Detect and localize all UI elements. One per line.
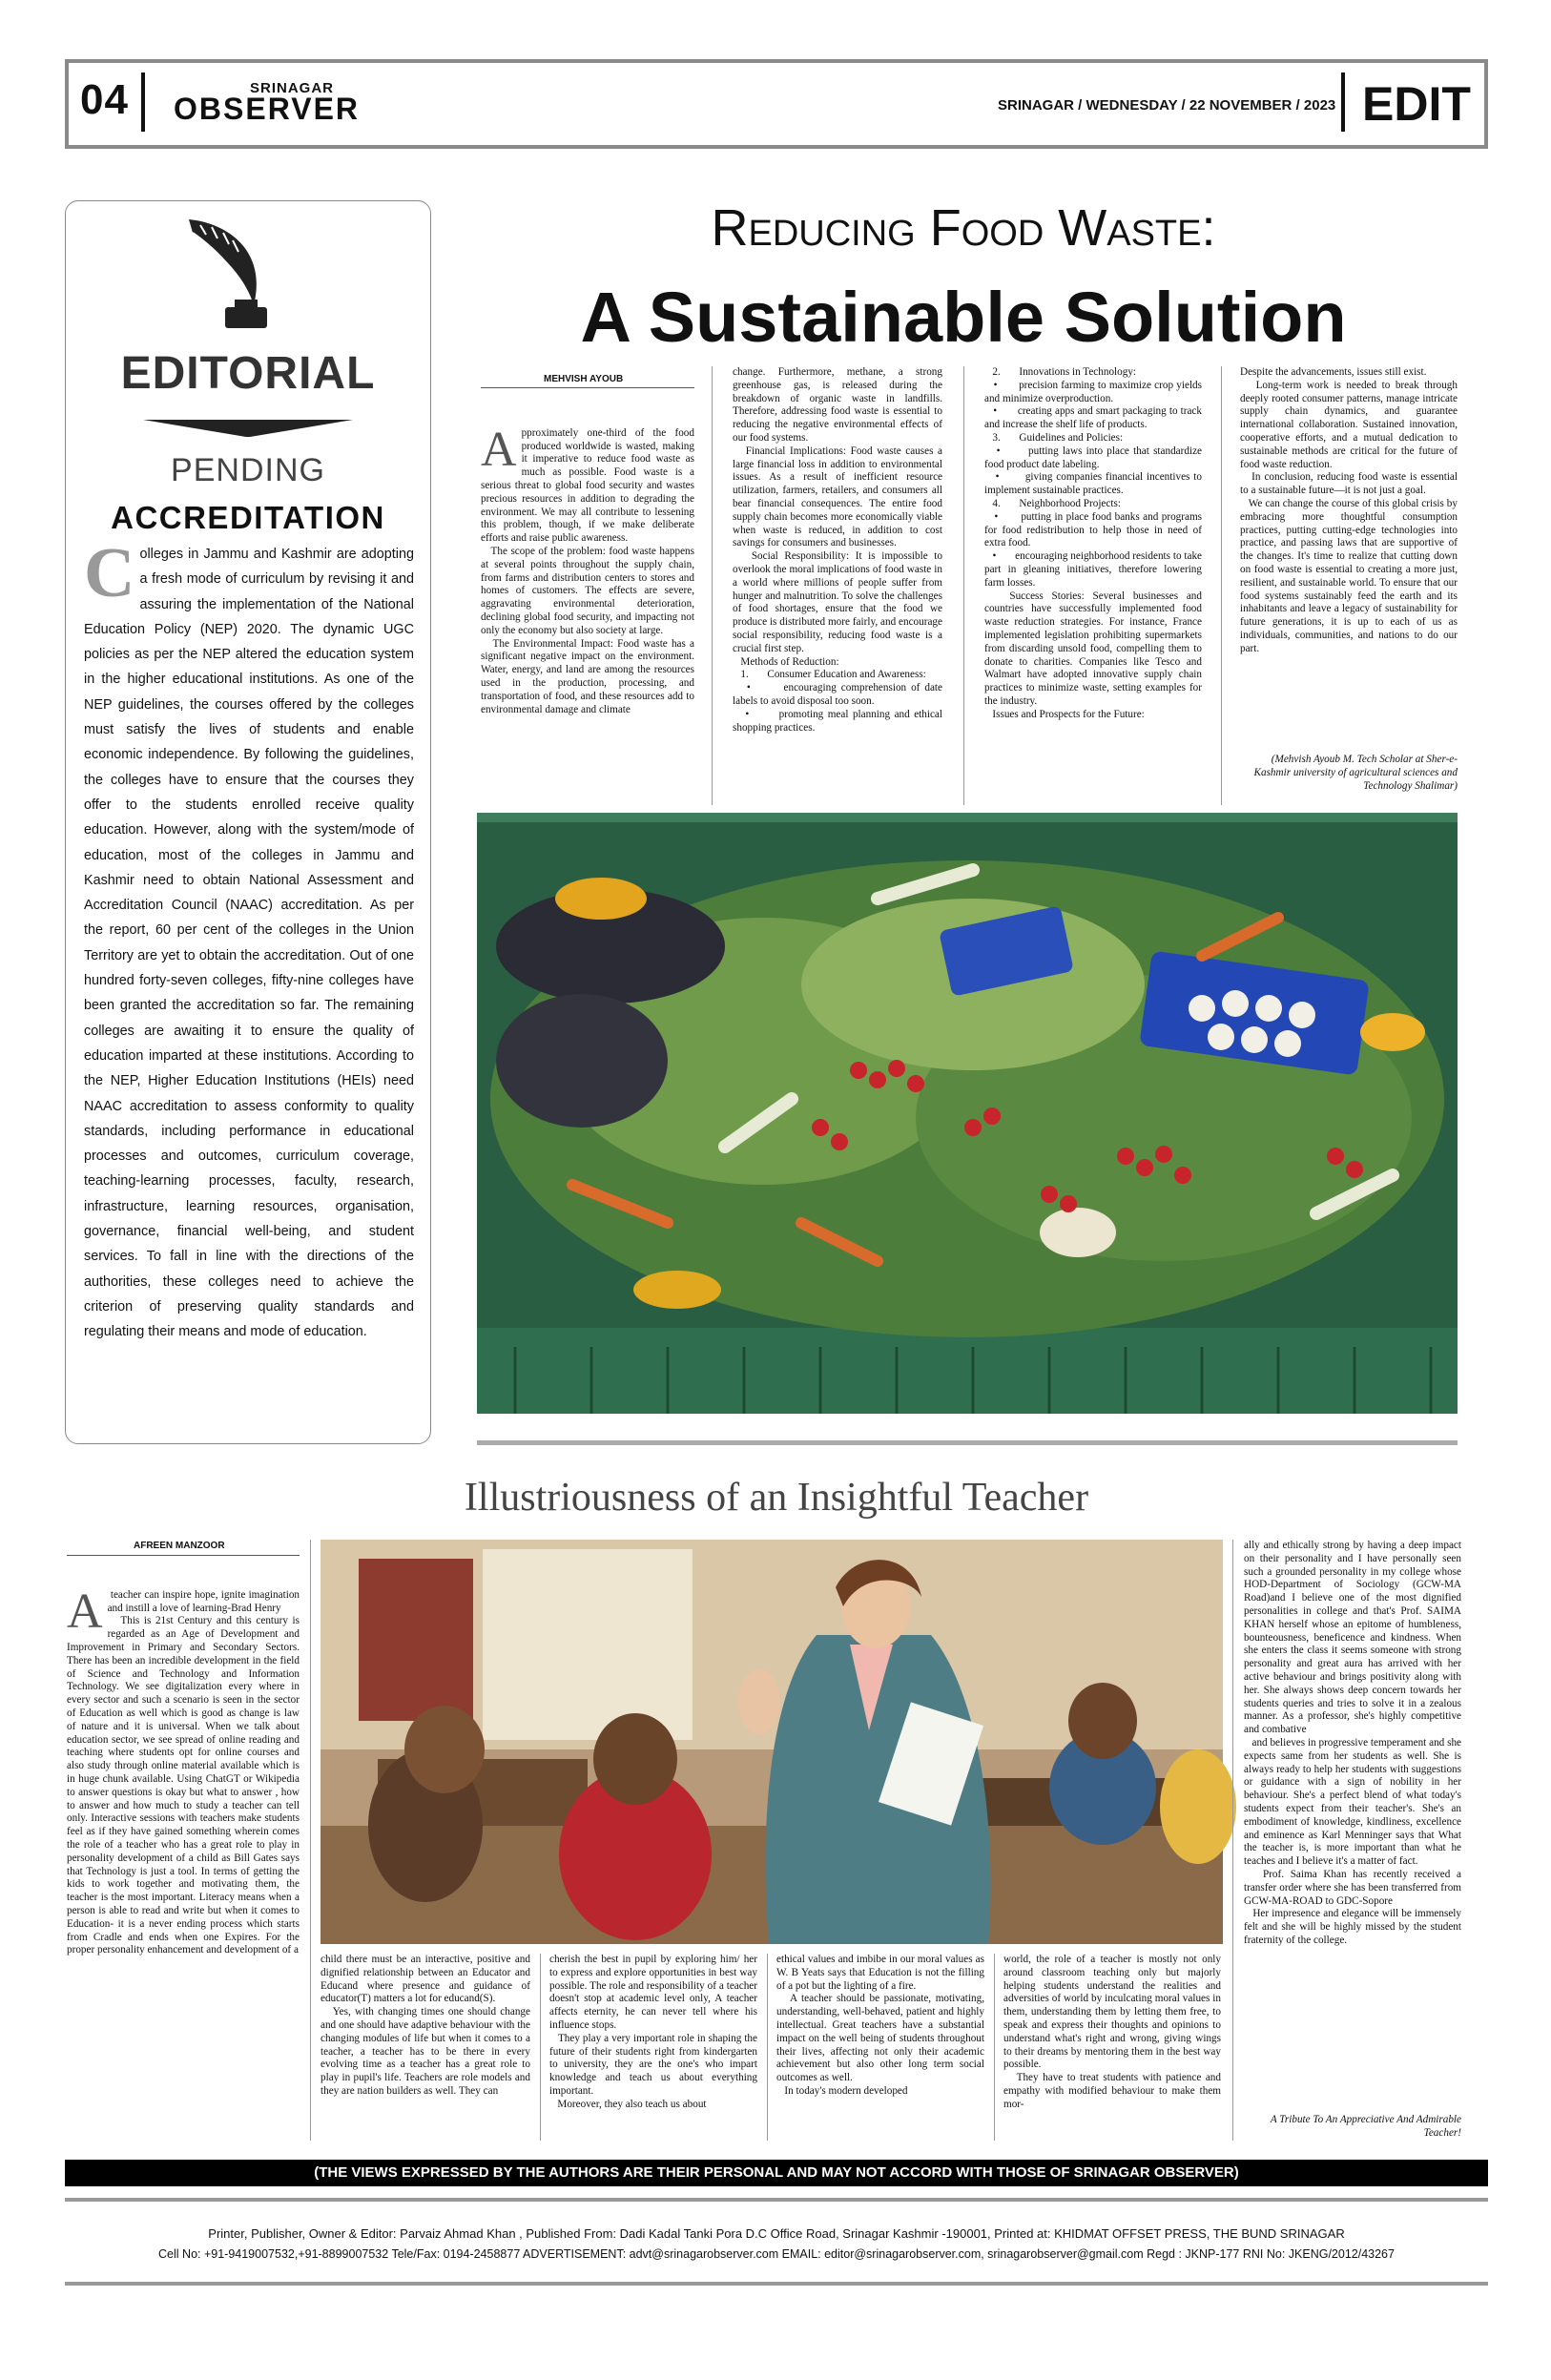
section-label: EDIT bbox=[1362, 77, 1471, 131]
article2-col2 bbox=[321, 1954, 530, 2144]
column-rule bbox=[540, 1954, 541, 2141]
article2-col3-text: cherish the best in pupil by exploring him/ her to express and explore opportunities in best way possible. The role and responsibility of a teacher doesn't stop at academic level only, A teacher affects eternity, he can never tell where his influence stops. They play a very important role in shaping the future of their students right from kindergarten to university, they are the one's who impart knowledge and teach us about everything important. Moreover, they also teach us about bbox=[549, 1954, 757, 2110]
footer-imprint-line2: Cell No: +91-9419007532,+91-8899007532 Tele/Fax: 0194-2458877 ADVERTISEMENT: advt@srinagarobserver.com EMAIL: editor@srinagarobserver.com, srinagarobserver@gmail.com Regd : JKNP-177 RNI No: JKENG/2012/43267 bbox=[158, 2247, 1395, 2261]
masthead-divider-right bbox=[1341, 72, 1345, 132]
article1-drop-cap: A bbox=[481, 422, 517, 477]
article1-col3 bbox=[984, 366, 1202, 805]
quill-inkpot-icon bbox=[172, 214, 286, 332]
brand-top: SRINAGAR bbox=[250, 80, 335, 96]
column-rule bbox=[1232, 1540, 1233, 2141]
editorial-label: EDITORIAL bbox=[120, 348, 376, 399]
article1-headline-top: Reducing Food Waste: bbox=[711, 199, 1216, 257]
article2-col5-text: world, the role of a teacher is mostly not only around classroom teaching only but majorly helping students understand the realities and adversities of world by inculcating moral values in them, understanding them by letting them free, to speak and express their thoughts and opinions to understand what's right and wrong, giving wings to their dreams by mentoring them in the best way possible. They have to treat students with patience and empathy with modified behaviour to make them mor- bbox=[1003, 1954, 1221, 2110]
article2-col5 bbox=[1003, 1954, 1221, 2144]
dateline: SRINAGAR / WEDNESDAY / 22 NOVEMBER / 2023 bbox=[998, 97, 1336, 114]
article1-col4-text: Despite the advancements, issues still exist. Long-term work is needed to break through deeply rooted consumer patterns, manage intricate supply chain dynamics, and guarantee international collaboration. Sustained innovation, cooperative efforts, and a mutual dedication to sustainable methods are critical for the future of food waste reduction. In conclusion, reducing food waste is essential to a sustainable future—it is not just a goal. We can change the course of this global crisis by embracing more thoughtful consumption practices, putting cutting-edge technologies into practice, and passing laws that are supportive of the changes. It's time to realize that cutting down on food waste is essential to creating a more just, resilient, and sustainable world. To ensure that our food systems sustainably feed the earth and its inhabitants and leave a legacy of sustainability for future generations, it is up to each of us as individuals, communities, and nations to do our part. bbox=[1240, 366, 1458, 654]
column-rule bbox=[712, 366, 713, 805]
article2-col2-text: child there must be an interactive, positive and dignified relationship between an Educator and Educand where presence and guidance of educator(T) matters a lot for educand(S). Yes, with changing times one should change and one should have adaptive behaviour with the changing modules of life but when it comes to a teacher, a teacher has to be there in every evolving time as a teacher has a great role to play in pupil's life. Teachers are role models and they are nation builders as well. They can bbox=[321, 1954, 530, 2097]
article1-byline: MEHVISH AYOUB bbox=[544, 374, 624, 384]
editorial-text: olleges in Jammu and Kashmir are adopting a fresh mode of curriculum by revising it and assuring the implementation of the National Education Policy (NEP) 2020. The dynamic UGC policies as per the NEP altered the education system in the higher educational institutions. As one of the NEP guidelines, the courses offered by the colleges must satisfy the lives of students and enable economic independence. By following the guidelines, the colleges have to ensure that the courses they offer to the students enrolled receive quality education. However, along with the system/mode of education, most of the colleges in Jammu and Kashmir need to obtain National Assessment and Accreditation Council (NAAC) accreditation. As per the report, 60 per cent of the colleges in the Union Territory are yet to obtain the accreditation. Out of one hundred forty-seven colleges, fifty-nine colleges have been granted the accreditation so far. The remaining colleges are awaiting it to ensure the quality of education imparted at these institutions. According to the NEP, Higher Education Institutions (HEIs) need NAAC accreditation to assess conformity to quality standards, including performance in educational processes and outcomes, curriculum coverage, teaching-learning processes, faculty, research, infrastructure, learning resources, organisation, governance, financial well-being, and student services. To fall in line with the directions of the authorities, these colleges need to achieve the criterion of preserving quality standards and regulating their means and mode of education. bbox=[84, 547, 414, 1340]
article1-col3-text: 2. Innovations in Technology: • precision farming to maximize crop yields and minimize overproduction. • creating apps and smart packaging to track and increase the shelf life of products. 3. Guidelines and Policies: • putting laws into place that standardize food product date labeling. • giving companies financial incentives to implement sustainable practices. 4. Neighborhood Projects: • putting in place food banks and programs for food redistribution to help those in need of extra food. • encouraging neighborhood residents to take part in gleaning initiatives, therefore lowering farm losses. Success Stories: Several businesses and countries have successfully implemented food waste reduction strategies. For instance, France implemented legislation prohibiting supermarkets from discarding unsold food, compelling them to donate to charities. Companies like Tesco and Walmart have adopted innovative supply chain practices to minimize waste, setting examples for the industry. Issues and Prospects for the Future: bbox=[984, 366, 1203, 720]
article2-col3 bbox=[549, 1954, 757, 2144]
editorial-drop-cap: C bbox=[84, 534, 135, 612]
masthead-divider bbox=[141, 72, 145, 132]
article1-col4 bbox=[1240, 366, 1458, 748]
column-rule bbox=[963, 366, 964, 805]
section-separator bbox=[477, 1440, 1458, 1445]
article1-signature: (Mehvish Ayoub M. Tech Scholar at Sher-e-Kashmir university of agricultural sciences and Technology Shalimar) bbox=[1253, 754, 1460, 792]
editorial-body bbox=[84, 534, 414, 1438]
article2-headline: Illustriousness of an Insightful Teacher bbox=[464, 1476, 1089, 1520]
article2-col4 bbox=[776, 1954, 984, 2144]
teacher-classroom-photo bbox=[321, 1540, 1223, 1944]
column-rule bbox=[767, 1954, 768, 2141]
byline-rule bbox=[481, 387, 694, 388]
disclaimer-banner: (THE VIEWS EXPRESSED BY THE AUTHORS ARE THEIR PERSONAL AND MAY NOT ACCORD WITH THOSE OF SRINAGAR OBSERVER) bbox=[65, 2160, 1488, 2186]
brand-logo: OBSERVER bbox=[174, 92, 361, 126]
footer-imprint-line1: Printer, Publisher, Owner & Editor: Parvaiz Ahmad Khan , Published From: Dadi Kadal Tanki Pora D.C Office Road, Srinagar Kashmir -190001, Printed at: KHIDMAT OFFSET PRESS, THE BUND SRINAGAR bbox=[208, 2226, 1345, 2241]
article2-col1 bbox=[67, 1576, 300, 2139]
editorial-kicker: PENDING bbox=[171, 452, 325, 488]
byline-rule-2 bbox=[67, 1555, 300, 1556]
article1-col1 bbox=[481, 414, 694, 805]
article1-col2-text: change. Furthermore, methane, a strong greenhouse gas, is released during the breakdown of organic waste in landfills. Therefore, addressing food waste is essential to reducing the negative environmental effects of our food systems. Financial Implications: Food waste causes a large financial loss in addition to environmental issues. As a result of inefficient resource utilization, farmers, retailers, and consumers all bear financial consequences. The entire food supply chain becomes more economically viable when waste is reduced, in addition to cost savings for consumers and businesses. Social Responsibility: It is impossible to overlook the moral implications of food waste in a world where millions of people suffer from hunger and malnutrition. To solve the challenges of food shortages, ensure that the food we produce is distributed more fairly, and encourage social responsibility, reducing food waste is a crucial first step. Methods of Reduction: 1. Consumer Education and Awareness: • encouraging comprehension of date labels to avoid disposal too soon. • promoting meal planning and ethical shopping practices. bbox=[733, 366, 943, 734]
column-rule bbox=[310, 1540, 311, 2141]
article2-col6-text: ally and ethically strong by having a deep impact on their personality and I have personally seen such a grounded personality in my college whose HOD-Department of Sociology (GCW-MA Road)and I believe one of the most dignified personalities in college and that's Prof. SAIMA KHAN herself whose an epitome of humbleness, bounteousness, beneficence and kindness. When she enters the class it seems someone with strong personality and great aura has arrived with her active behaviour and brings positivity along with her. She always shows deep concern towards her students queries and tries to solve it in a zealous manner. As a professor, she's highly competitive and combative and believes in progressive temperament and she expects same from her students as well. She is always ready to help her students with suggestions or guidance with a sign of nobility in her behaviour. She's a perfect blend of what today's students expect from their teacher's. She's an embodiment of knowledge, kindliness, excellence and eminence as Karl Menninger says that What the teacher is, is more important than what he teaches and I believe it's a matter of fact. Prof. Saima Khan has recently received a transfer order where she has been transferred from GCW-MA-ROAD to GDC-Sopore Her impresence and elegance will be immensely felt and she will be highly missed by the student fraternity of the college. bbox=[1244, 1540, 1462, 1946]
article1-col2 bbox=[733, 366, 942, 805]
article1-headline-main: A Sustainable Solution bbox=[580, 278, 1347, 357]
food-waste-bin-photo bbox=[477, 813, 1458, 1414]
article2-drop-cap: A bbox=[67, 1583, 103, 1639]
column-rule bbox=[994, 1954, 995, 2141]
footer-rule-bottom bbox=[65, 2282, 1488, 2286]
down-arrow-icon bbox=[143, 418, 353, 439]
editorial-headline: ACCREDITATION bbox=[111, 500, 385, 535]
article2-col4-text: ethical values and imbibe in our moral values as W. B Yeats says that Education is not the filling of a pot but the lighting of a fire. A teacher should be passionate, motivating, understanding, well-behaved, patient and highly intellectual. Great teachers have a substantial impact on the well being of students throughout their lives, affecting not only their academic achievement but also other long term social outcomes as well. In today's modern developed bbox=[776, 1954, 985, 2097]
footer-rule-top bbox=[65, 2198, 1488, 2202]
column-rule bbox=[1221, 366, 1222, 805]
article2-col1-text: teacher can inspire hope, ignite imagination and instill a love of learning-Brad Henry This is 21st Century and this century is regarded as an Age of Development and Improvement in Primary and Secondary Sectors. There has been an incredible development in the field of Science and Technology and Information Technology. We see digitalization every where in every sector and such a scenario is seen in the sector of Education as well which is good as change is law of nature and it is universal. When we talk about education sector, we see spread of online reading and teaching where students opt for online courses and also study through online material available which is in huge chunk available. Using ChatGT or Wikipedia to answer questions is okay but what to answer , how to answer and how much to study a teacher can tell only. Interactive sessions with teachers make students feel as if they have gained something wherein comes the role of a teacher who has a great role to play in personality development of a child as Bill Gates says that Technology is just a tool. In terms of getting the kids to work together and motivating them, the teacher is the most important. Literacy means when a person is able to read and write but when it comes to Education- it is a never ending process which starts from Cradle and ends when one Expires. For the proper personality enhancement and development of a bbox=[67, 1588, 300, 1956]
page-number: 04 bbox=[80, 76, 129, 123]
article1-col1-text: pproximately one-third of the food produced worldwide is wasted, making it imperative to reduce food waste as much as possible. Food waste is a serious threat to global food security and wastes precious resources in addition to degrading the environment. We may all contribute to lessening this problem, though, if we make deliberate efforts and raise public awareness. The scope of the problem: food waste happens at several points throughout the supply chain, from farms and distribution centers to stores and homes of customers. The effects are severe, aggravating environmental deterioration, declining global food security, and impacting not only the economy but also society at large. The Environmental Impact: Food waste has a significant negative impact on the environment. Water, energy, and land are among the resources used in the production, processing, and transportation of food, and these resources add to environmental damage and climate bbox=[481, 426, 695, 715]
article2-byline: AFREEN MANZOOR bbox=[134, 1541, 225, 1551]
article2-signature: A Tribute To An Appreciative And Admirable Teacher! bbox=[1270, 2114, 1464, 2139]
article2-col6 bbox=[1244, 1540, 1461, 2112]
